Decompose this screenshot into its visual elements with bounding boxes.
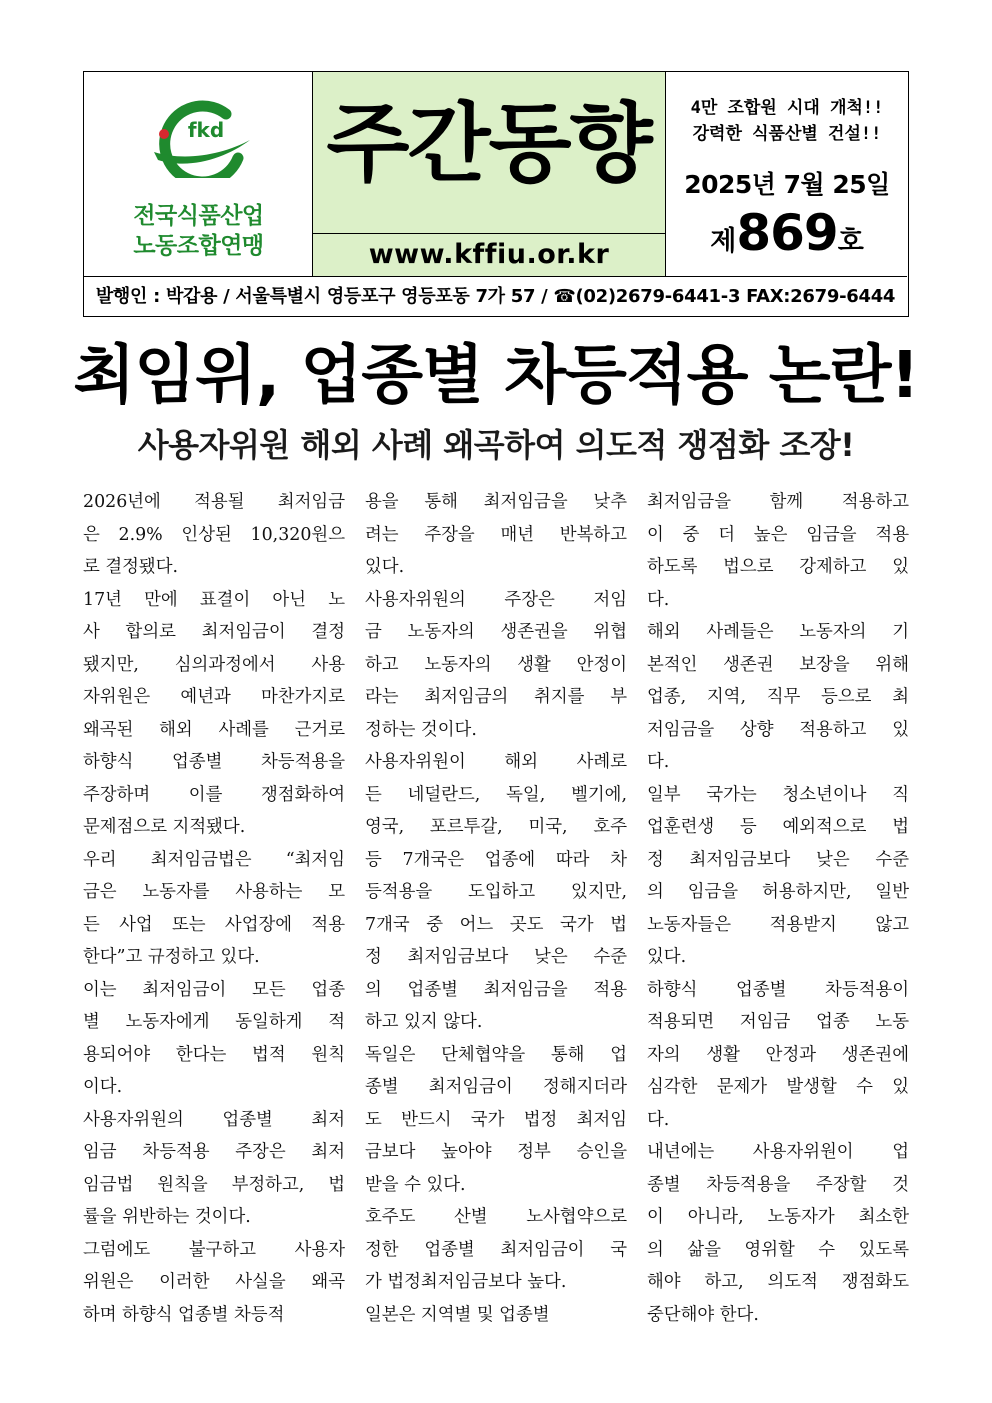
article-line: 정 최저임금보다 낮은 수준	[365, 947, 627, 967]
article-line: 하향식 업종별 차등적용이	[647, 979, 909, 1000]
masthead	[83, 71, 909, 317]
article-line: 일부 국가는 청소년이나 직	[647, 784, 909, 805]
issue-prefix: 제	[710, 226, 737, 257]
article-line: 든 네덜란드, 독일, 벨기에,	[365, 784, 627, 805]
article-line: 의 임금을 허용하지만, 일반	[647, 882, 909, 902]
article-line: 의 업종별 최저임금을 적용	[365, 979, 627, 1000]
article-line: 한다”고 규정하고 있다.	[83, 947, 260, 967]
article-line: 그럼에도 불구하고 사용자	[83, 1239, 345, 1260]
article-line: 금은 노동자를 사용하는 모	[83, 882, 345, 902]
article-line: 정하는 것이다.	[365, 719, 477, 740]
article-line: 자위원은 예년과 마찬가지로	[83, 687, 345, 707]
article-line: 2026년에 적용될 최저임금	[83, 492, 345, 512]
article-line: 본적인 생존권 보장을 위해	[647, 654, 909, 675]
article-line: 이다.	[83, 1077, 123, 1097]
article-line: 금보다 높아야 정부 승인을	[365, 1142, 627, 1162]
article-line: 하도록 법으로 강제하고 있	[647, 557, 909, 577]
article-line: 용을 통해 최저임금을 낮추	[365, 492, 627, 512]
article-line: 려는 주장을 매년 반복하고	[365, 524, 627, 545]
issue-info	[666, 72, 908, 276]
article-line: 최저임금을 함께 적용하고	[647, 492, 909, 512]
publisher-line: 발행인 : 박갑용 / 서울특별시 영등포구 영등포동 7가 57 / ☎(02)2679-6441-3 FAX:2679-6444	[84, 276, 907, 316]
article-line: 사용자위원이 해외 사례로	[365, 752, 627, 772]
article-line: 의 삶을 영위할 수 있도록	[647, 1239, 909, 1260]
slogan-2: 강력한 식품산별 건설!!	[692, 124, 882, 144]
article-line: 받을 수 있다.	[365, 1174, 466, 1195]
article-line: 문제점으로 지적됐다.	[83, 817, 246, 837]
article-line: 노동자들은 적용받지 않고	[647, 914, 909, 935]
logo-cell	[84, 72, 313, 276]
article-line: 심각한 문제가 발생할 수 있	[647, 1077, 909, 1097]
article-line: 업훈련생 등 예외적으로 법	[647, 817, 909, 837]
subheadline: 사용자위원 해외 사례 왜곡하여 의도적 쟁점화 조장!	[137, 426, 855, 464]
website-url[interactable]: www.kffiu.or.kr	[313, 234, 666, 276]
article-line: 자의 생활 안정과 생존권에	[647, 1044, 909, 1065]
article-line: 업종, 지역, 직무 등으로 최	[647, 687, 909, 707]
article-line: 호주도 산별 노사협약으로	[365, 1207, 627, 1227]
article-line: 영국, 포르투갈, 미국, 호주	[365, 817, 627, 837]
article-line: 용되어야 한다는 법적 원칙	[83, 1044, 345, 1065]
article-line: 이는 최저임금이 모든 업종	[83, 979, 345, 1000]
article-line: 하고 있지 않다.	[365, 1012, 483, 1032]
issue-number	[666, 204, 908, 270]
article-line: 이 중 더 높은 임금을 적용	[647, 524, 909, 545]
article-line: 종별 최저임금이 정해지더라	[365, 1077, 627, 1097]
article-line: 임금 차등적용 주장은 최저	[83, 1142, 345, 1162]
paper-title: 주간동향	[326, 94, 651, 194]
article-column-2	[365, 486, 627, 1366]
union-logo-icon	[146, 100, 256, 178]
article-line: 내년에는 사용자위원이 업	[647, 1142, 909, 1162]
slogan-1: 4만 조합원 시대 개척!!	[690, 98, 884, 118]
article-line: 사용자위원의 업종별 최저	[83, 1109, 345, 1130]
article-line: 위원은 이러한 사실을 왜곡	[83, 1272, 345, 1292]
article-line: 별 노동자에게 동일하게 적	[83, 1012, 345, 1032]
article-column-1	[83, 486, 345, 1366]
article-line: 다.	[647, 1109, 670, 1130]
article-line: 적용되면 저임금 업종 노동	[647, 1012, 909, 1032]
article-line: 됐지만, 심의과정에서 사용	[83, 654, 345, 675]
article-line: 있다.	[365, 557, 405, 577]
article-line: 하며 하향식 업종별 차등적	[83, 1304, 285, 1325]
issue-date: 2025년 7월 25일	[684, 170, 890, 199]
article-line: 금 노동자의 생존권을 위협	[365, 622, 627, 642]
article-line: 해야 하고, 의도적 쟁점화도	[647, 1272, 909, 1292]
issue-number-value: 869	[736, 204, 838, 262]
article-line: 다.	[647, 752, 670, 772]
article-line: 하고 노동자의 생활 안정이	[365, 654, 627, 675]
article-line: 해외 사례들은 노동자의 기	[647, 622, 909, 642]
article-line: 있다.	[647, 947, 687, 967]
article-line: 독일은 단체협약을 통해 업	[365, 1044, 627, 1065]
title-cell	[313, 72, 666, 234]
article-line: 든 사업 또는 사업장에 적용	[83, 914, 345, 935]
article-line: 일본은 지역별 및 업종별	[365, 1304, 550, 1325]
article-line: 사용자위원의 주장은 저임	[365, 589, 627, 610]
article-line: 로 결정됐다.	[83, 557, 179, 577]
article-line: 하향식 업종별 차등적용을	[83, 752, 345, 772]
article-line: 7개국 중 어느 곳도 국가 법	[365, 914, 627, 935]
article-line: 가 법정최저임금보다 높다.	[365, 1272, 567, 1292]
article-line: 17년 만에 표결이 아닌 노	[83, 589, 345, 610]
article-line: 다.	[647, 589, 670, 610]
svg-text:fkd: fkd	[187, 118, 225, 142]
article-line: 종별 차등적용을 주장할 것	[647, 1174, 909, 1195]
article-line: 우리 최저임금법은 “최저임	[83, 849, 345, 870]
article-line: 임금법 원칙을 부정하고, 법	[83, 1174, 345, 1195]
headline: 최임위, 업종별 차등적용 논란!	[73, 339, 919, 413]
article-line: 은 2.9% 인상된 10,320원으	[83, 524, 345, 545]
article-line: 등적용을 도입하고 있지만,	[365, 882, 627, 902]
article-line: 주장하며 이를 쟁점화하여	[83, 784, 345, 805]
article-line: 라는 최저임금의 취지를 부	[365, 687, 627, 707]
org-name-line1: 전국식품산업	[133, 203, 264, 229]
article-line: 도 반드시 국가 법정 최저임	[365, 1109, 627, 1130]
issue-suffix: 호	[837, 226, 864, 257]
article-line: 왜곡된 해외 사례를 근거로	[83, 719, 345, 740]
article-line: 저임금을 상향 적용하고 있	[647, 719, 909, 740]
article-line: 률을 위반하는 것이다.	[83, 1207, 251, 1227]
article-line: 중단해야 한다.	[647, 1304, 759, 1325]
article-line: 이 아니라, 노동자가 최소한	[647, 1207, 909, 1227]
article-line: 등 7개국은 업종에 따라 차	[365, 849, 627, 870]
article-line: 정한 업종별 최저임금이 국	[365, 1239, 627, 1260]
org-name-line2: 노동조합연맹	[133, 233, 264, 259]
article-line: 사 합의로 최저임금이 결정	[83, 622, 345, 642]
article-line: 정 최저임금보다 낮은 수준	[647, 849, 909, 870]
article-column-3	[647, 486, 909, 1366]
